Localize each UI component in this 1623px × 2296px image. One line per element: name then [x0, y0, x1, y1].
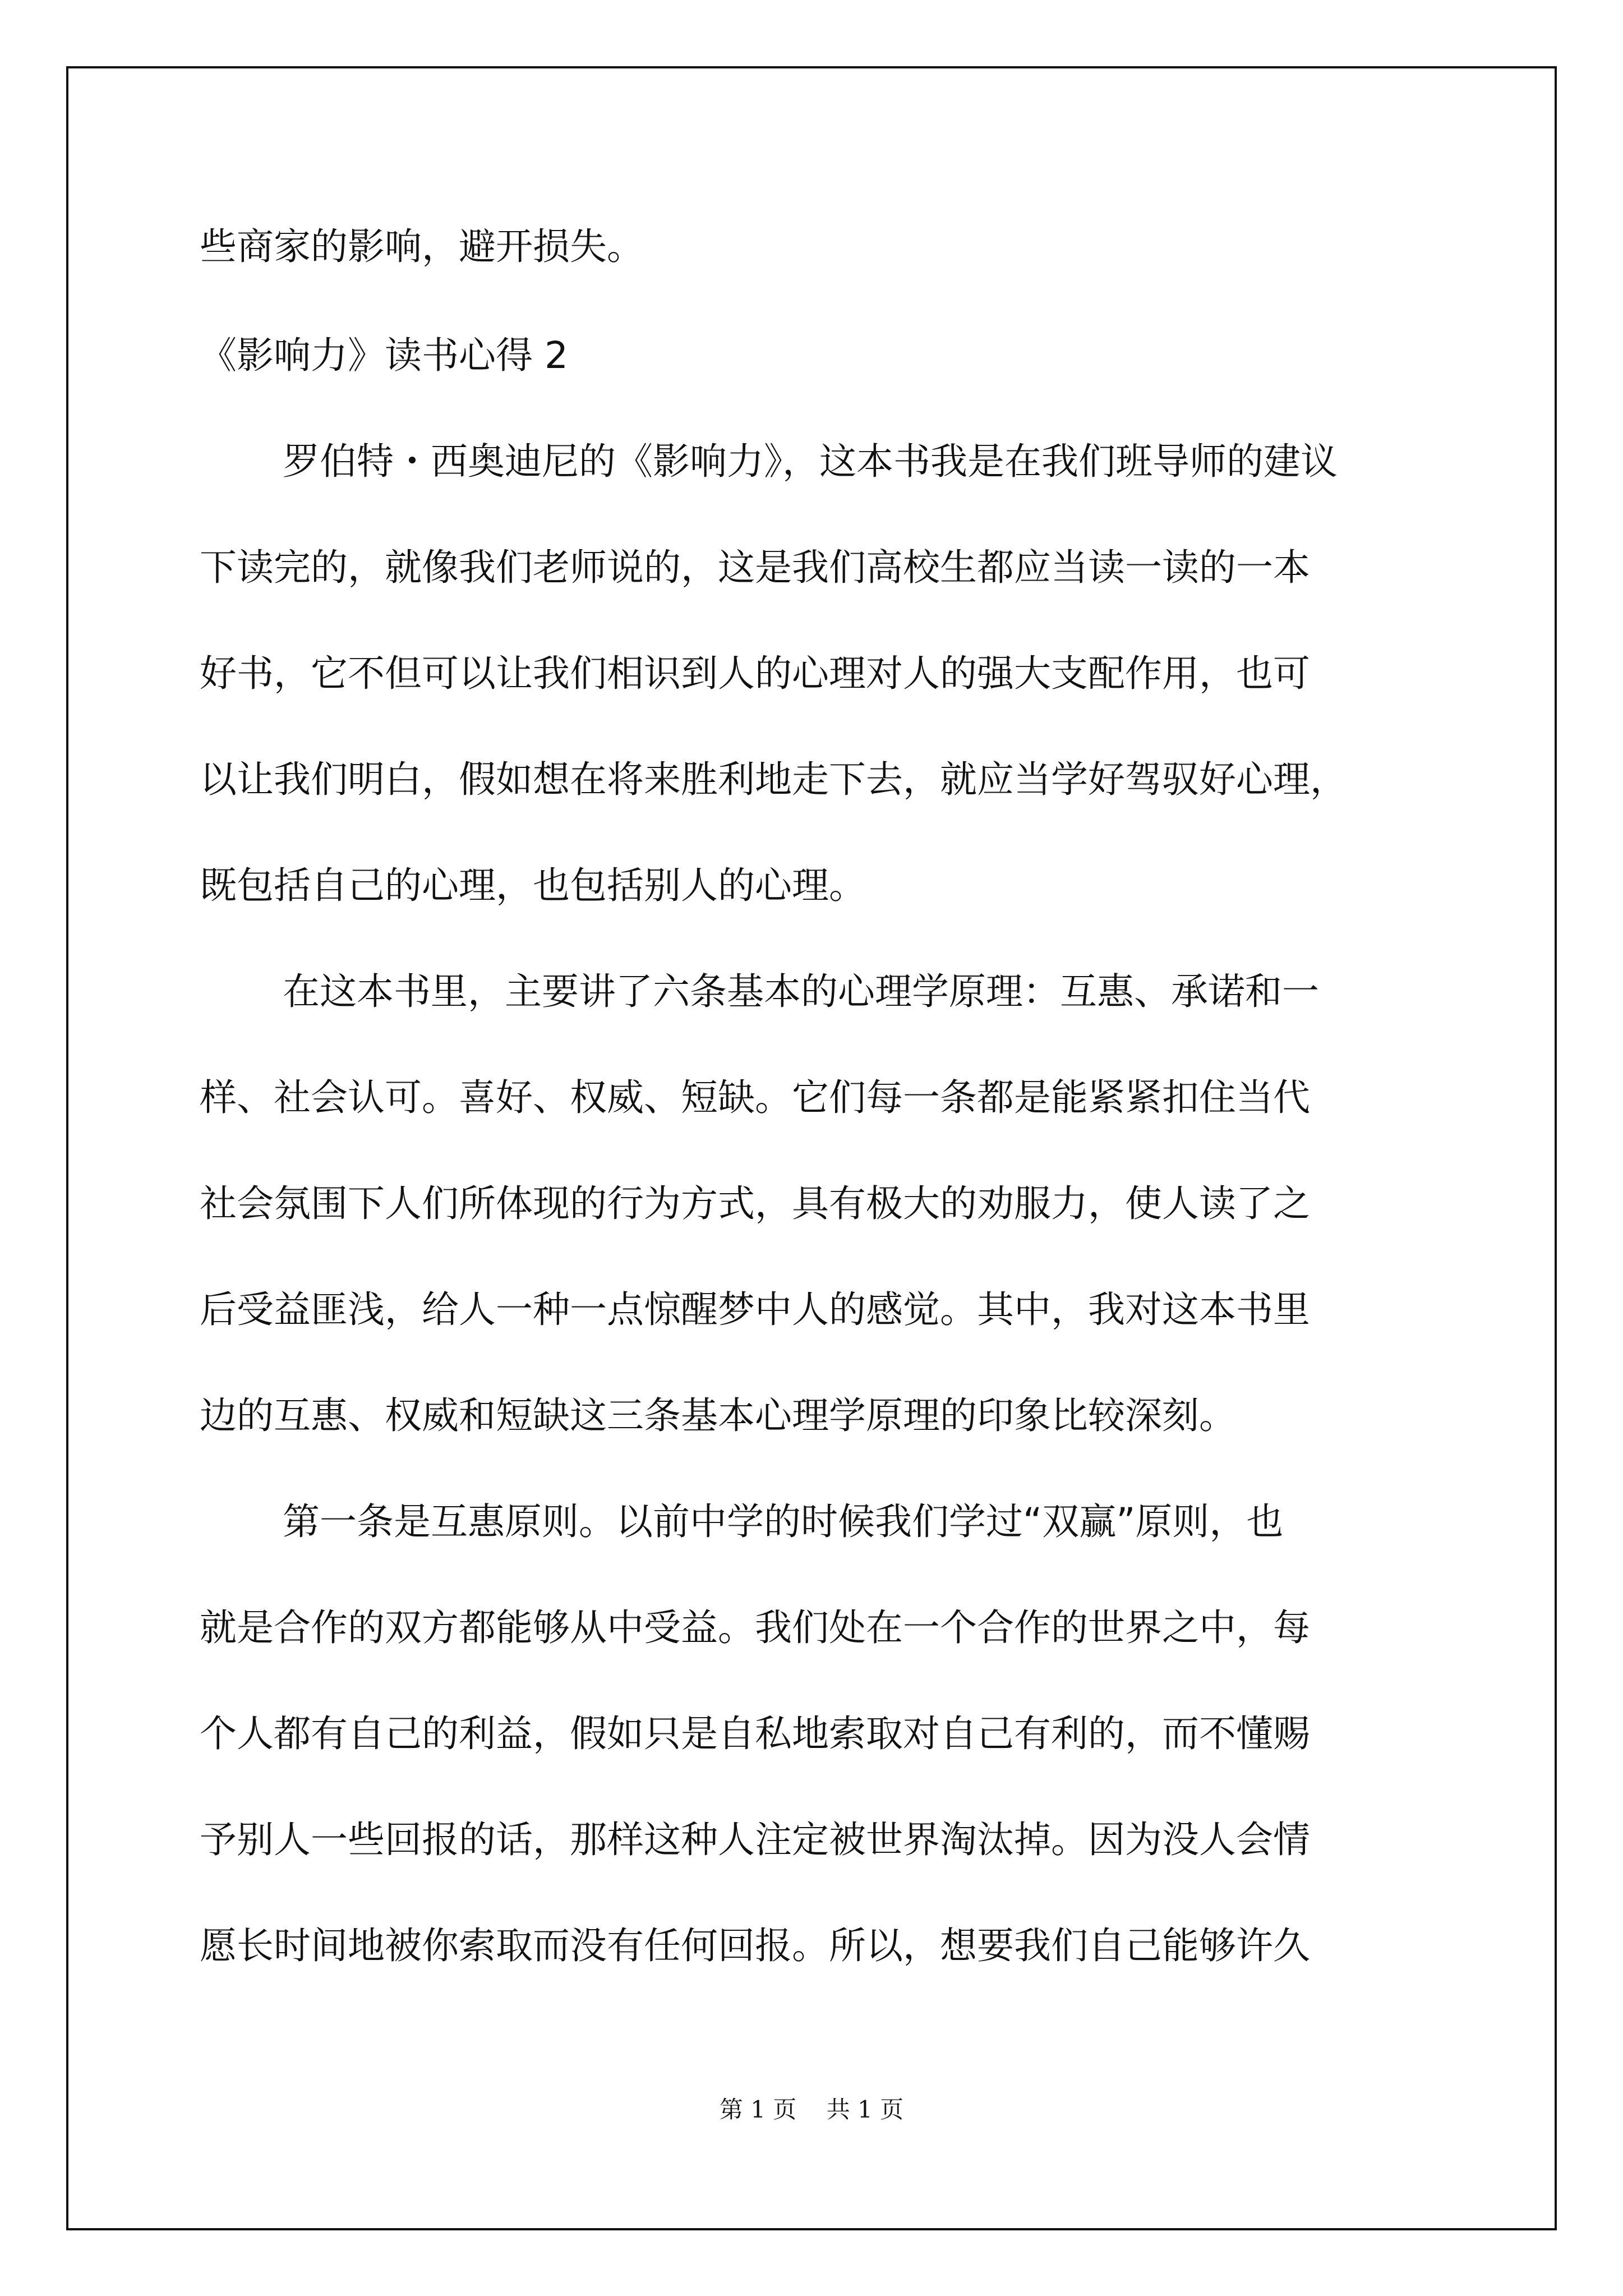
- paragraph-line: 样、社会认可。喜好、权威、短缺。它们每一条都是能紧紧扣住当代: [200, 1076, 1310, 1119]
- paragraph-line: 好书，它不但可以让我们相识到人的心理对人的强大支配作用，也可: [200, 652, 1310, 695]
- paragraph-line: 个人都有自己的利益，假如只是自私地索取对自己有利的，而不懂赐: [200, 1712, 1310, 1755]
- paragraph-line: 就是合作的双方都能够从中受益。我们处在一个合作的世界之中，每: [200, 1606, 1310, 1649]
- page-border: [66, 66, 1557, 2230]
- paragraph-line: 社会氛围下人们所体现的行为方式，具有极大的劝服力，使人读了之: [200, 1182, 1310, 1225]
- paragraph-line: 边的互惠、权威和短缺这三条基本心理学原理的印象比较深刻。: [200, 1394, 1236, 1437]
- paragraph-line: 第一条是互惠原则。以前中学的时候我们学过“双赢”原则，也: [283, 1500, 1284, 1543]
- section-heading: 《影响力》读书心得 2: [200, 334, 568, 377]
- paragraph-line: 下读完的，就像我们老师说的，这是我们高校生都应当读一读的一本: [200, 546, 1310, 589]
- paragraph-line: 罗伯特・西奥迪尼的《影响力》，这本书我是在我们班导师的建议: [283, 440, 1338, 483]
- paragraph-line: 后受益匪浅，给人一种一点惊醒梦中人的感觉。其中，我对这本书里: [200, 1288, 1310, 1331]
- paragraph-line: 些商家的影响，避开损失。: [200, 225, 644, 268]
- paragraph-line: 在这本书里，主要讲了六条基本的心理学原理：互惠、承诺和一: [283, 970, 1319, 1013]
- paragraph-line: 愿长时间地被你索取而没有任何回报。所以，想要我们自己能够许久: [200, 1924, 1310, 1967]
- paragraph-line: 予别人一些回报的话，那样这种人注定被世界淘汰掉。因为没人会情: [200, 1818, 1310, 1861]
- paragraph-line: 既包括自己的心理，也包括别人的心理。: [200, 864, 866, 907]
- paragraph-line: 以让我们明白，假如想在将来胜利地走下去，就应当学好驾驭好心理，: [200, 758, 1347, 801]
- page-footer: 第 1 页 共 1 页: [719, 2096, 904, 2123]
